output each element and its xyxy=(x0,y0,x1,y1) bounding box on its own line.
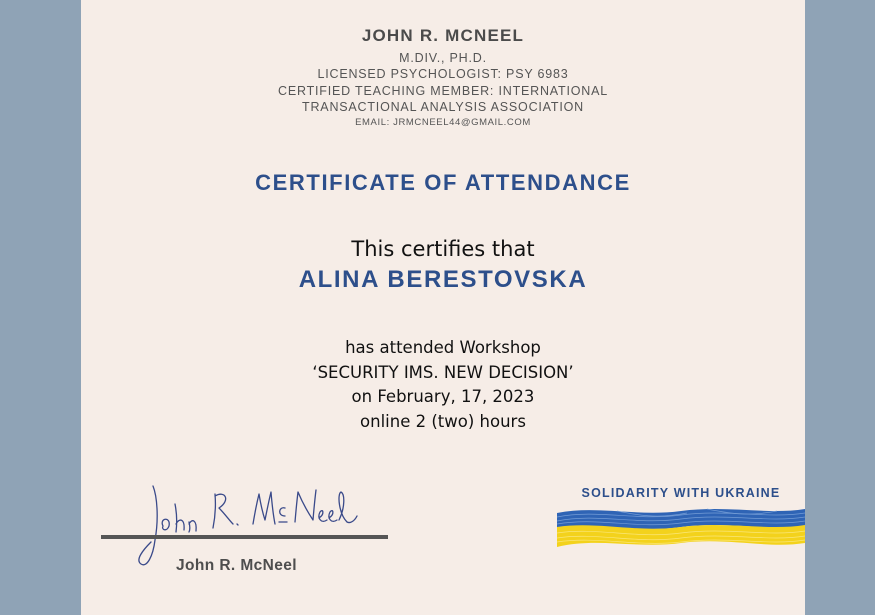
signature-line xyxy=(101,535,388,539)
attendance-details xyxy=(81,336,805,434)
certificate-title: CERTIFICATE OF ATTENDANCE xyxy=(255,170,631,195)
signer-name: John R. McNeel xyxy=(176,557,298,574)
workshop-title: ‘SECURITY IMS. NEW DECISION’ xyxy=(312,362,574,382)
issuer-license: LICENSED PSYCHOLOGIST: PSY 6983 xyxy=(317,67,569,81)
issuer-name: JOHN R. MCNEEL xyxy=(361,26,525,45)
issuer-degrees: M.DIV., PH.D. xyxy=(399,51,487,65)
ukraine-flag-wave-icon xyxy=(557,503,805,551)
issuer-email: EMAIL: JRMCNEEL44@GMAIL.COM xyxy=(355,117,531,128)
workshop-date: on February, 17, 2023 xyxy=(351,387,535,406)
attendance-line: has attended Workshop xyxy=(345,338,541,357)
certifies-intro: This certifies that xyxy=(351,237,535,261)
certificate-page xyxy=(81,0,805,615)
issuer-membership-line1: CERTIFIED TEACHING MEMBER: INTERNATIONAL xyxy=(278,84,608,98)
solidarity-label: SOLIDARITY WITH UKRAINE xyxy=(581,486,781,500)
recipient-name: ALINA BERESTOVSKA xyxy=(298,266,588,293)
workshop-duration: online 2 (two) hours xyxy=(360,411,526,431)
issuer-membership-line2: TRANSACTIONAL ANALYSIS ASSOCIATION xyxy=(302,100,584,114)
